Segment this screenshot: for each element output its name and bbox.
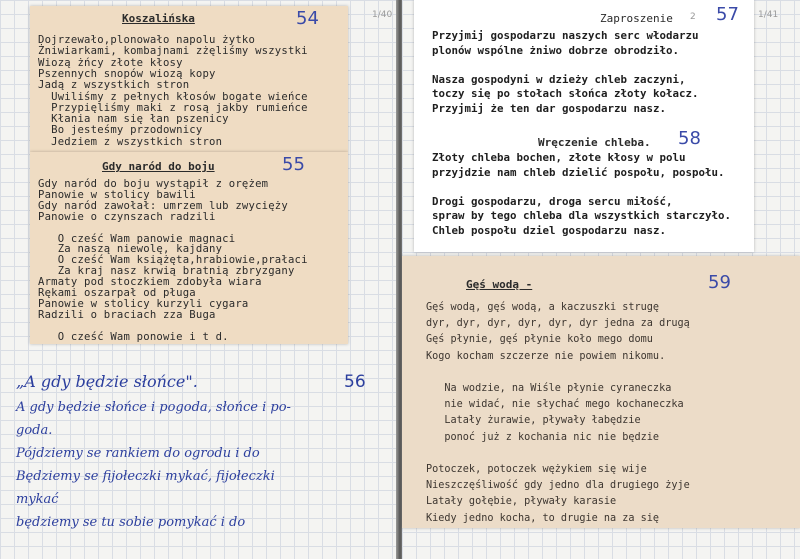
song-59-line: dyr, dyr, dyr, dyr, dyr, dyr jedna za drugą	[426, 318, 690, 330]
song-58-line: spraw by tego chleba dla wszystkich starczyło.	[432, 209, 732, 222]
song-54-line: Dojrzewało,plonowało napolu żytko	[38, 34, 256, 46]
song-55-line: Panowie o czynszach radzili	[38, 210, 216, 223]
song-55-line: Gdy naród zawołał: umrzem lub zwycięży	[38, 199, 288, 212]
song-54-line: Kłania nam się łan pszenicy	[38, 113, 229, 126]
song-57-line: Nasza gospodyni w dzieży chleb zaczyni,	[432, 72, 686, 86]
song-56-line: Będziemy se fijołeczki mykać, fijołeczki	[16, 469, 275, 484]
song-55-number: 55	[282, 154, 305, 175]
clipping-song-55	[30, 152, 348, 344]
song-54-number: 54	[296, 8, 319, 29]
song-55-line: O cześć Wam ponowie i t d.	[38, 330, 229, 343]
song-59-line: Latały gołębie, pływały karasie	[426, 496, 617, 508]
song-55-line: Panowie w stolicy kurzyli cygara	[38, 297, 249, 310]
song-59-line: ponoć już z kochania nic nie będzie	[426, 431, 660, 443]
clipping-song-54	[30, 6, 348, 152]
right-notebook-page	[402, 0, 800, 559]
song-59-line: Gęś wodą, gęś wodą, a kaczuszki strugę	[426, 302, 660, 313]
song-59-line: Kogo kocham szczerze nie powiem nikomu.	[426, 350, 666, 362]
song-57-line: toczy się po stołach słońca złoty kołacz.	[432, 87, 699, 100]
song-56-line: mykać	[16, 492, 59, 507]
song-58-line: przyjdzie nam chleb dzielić pospołu, pospołu.	[432, 165, 725, 179]
song-59-line: Gęś płynie, gęś płynie koło mego domu	[426, 334, 653, 346]
song-58-line: Drogi gospodarzu, droga sercu miłość,	[432, 194, 673, 208]
song-55-line: Rękami oszarpał od pługa	[38, 287, 196, 299]
song-54-line: Bo jesteśmy przodownicy	[38, 124, 203, 137]
song-55-title: Gdy naród do boju	[102, 160, 215, 173]
song-56-line: Pójdziemy se rankiem do ogrodu i do	[16, 446, 260, 461]
song-55-line: Armaty pod stoczkiem zdobyła wiara	[38, 276, 262, 289]
song-55-line: O cześć Wam panowie magnaci	[38, 232, 236, 245]
song-59-line: Na wodzie, na Wiśle płynie cyraneczka	[426, 383, 672, 394]
song-55-line: Panowie w stolicy bawili	[38, 188, 196, 201]
song-54-line: Uwiliśmy z pełnych kłosów bogate wieńce	[38, 90, 308, 103]
song-59-line: Potoczek, potoczek wężykiem się wije	[426, 464, 647, 475]
song-57-line: Przyjmij gospodarzu naszych serc włodarzu	[432, 29, 699, 42]
song-59-title: Gęś wodą -	[466, 278, 533, 291]
song-59-number: 59	[708, 272, 731, 293]
song-59-line: nie widać, nie słychać mego kochaneczka	[426, 399, 684, 411]
song-59-line: Kiedy jedno kocha, to drugie na za się	[426, 512, 660, 524]
song-54-line: Żniwiarkami, kombajnami zżęliśmy wszystki	[38, 45, 308, 58]
song-55-line: Za kraj nasz krwią bratnią zbryzgany	[38, 265, 295, 278]
song-58-line: Złoty chleba bochen, złote kłosy w polu	[432, 151, 686, 164]
song-57-title: Zaproszenie	[600, 12, 673, 25]
song-55-line: O cześć Wam książęta,hrabiowie,prałaci	[38, 254, 308, 267]
clipping-song-59	[402, 256, 800, 528]
song-58-number: 58	[678, 128, 701, 149]
song-56-title: „A gdy będzie słońce".	[16, 372, 198, 391]
page-number-pencil-right: 1/41	[758, 10, 779, 20]
song-54-line: Jadą z wszystkich stron	[38, 79, 190, 92]
song-57-line: Przyjmij że ten dar gospodarzu nasz.	[432, 101, 667, 115]
song-59-line: Latały żurawie, pływały łabędzie	[426, 415, 641, 427]
left-notebook-page	[0, 0, 398, 559]
song-59-line: Nieszczęśliwość gdy jedno dla drugiego żyje	[426, 480, 690, 492]
song-56-number: 56	[344, 372, 366, 392]
page-number-pencil-left: 1/40	[372, 10, 393, 20]
song-54-title: Koszalińska	[122, 12, 195, 25]
song-54-line: Pszennych snopów wiozą kopy	[38, 67, 216, 80]
song-57-line: plonów wspólne żniwo dobrze obrodziło.	[432, 43, 680, 57]
song-57-number: 57	[716, 4, 739, 25]
song-58-line: Chleb pospołu dziel gospodarzu nasz.	[432, 223, 667, 237]
song-57-title-mark: 2	[690, 12, 696, 22]
song-54-line: Wiozą żńcy złote kłosy	[38, 56, 183, 69]
song-56-line: goda.	[16, 423, 53, 438]
clipping-songs-57-58	[414, 0, 754, 252]
song-55-line: Za naszą niewolę, kajdany	[38, 243, 223, 256]
song-58-title: Wręczenie chleba.	[538, 136, 651, 149]
song-55-line: Gdy naród do boju wystąpił z orężem	[38, 178, 269, 190]
song-54-line: Jedziem z wszystkich stron	[38, 135, 223, 148]
song-54-line: Przypięliśmy maki z rosą jakby rumieńce	[38, 101, 308, 114]
song-55-line: Radzili o braciach zza Buga	[38, 308, 216, 321]
song-56-line: będziemy se tu sobie pomykać i do	[16, 515, 246, 530]
song-56-line: A gdy będzie słońce i pogoda, słońce i po-	[16, 400, 291, 415]
